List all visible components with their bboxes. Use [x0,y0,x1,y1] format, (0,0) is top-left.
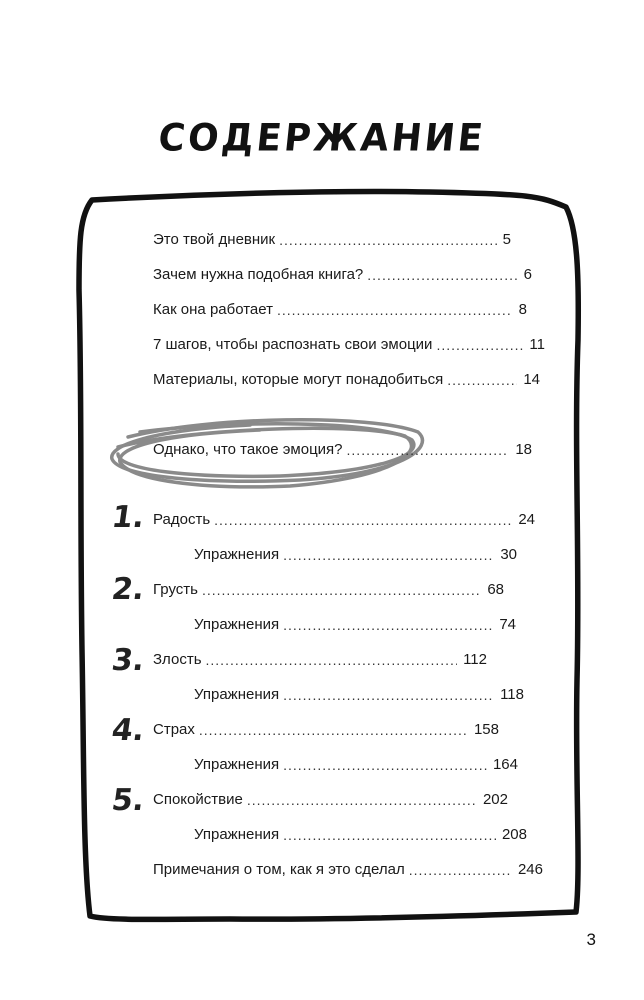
chapter-number: 1. [109,500,147,535]
toc-entry-page: 18 [515,441,532,458]
toc-chapter-page: 202 [482,791,508,808]
page-number: 3 [586,930,596,949]
toc-chapter-label: Радость [153,511,211,528]
toc-exercise-page: 30 [500,546,517,563]
toc-chapter[interactable] [153,649,487,671]
toc-exercise-page: 208 [501,826,527,843]
dot-leader [206,649,458,671]
toc-exercise[interactable] [194,544,517,566]
toc-entry[interactable] [153,334,545,356]
toc-chapter[interactable] [153,509,535,531]
dot-leader [436,334,523,356]
toc-entry-page: 8 [518,301,527,318]
toc-entry-label: Примечания о том, как я это сделал [153,861,405,878]
page-title: СОДЕРЖАНИЕ [156,116,488,161]
dot-leader [283,684,494,706]
toc-exercise-page: 74 [499,616,516,633]
toc-entry-label: Зачем нужна подобная книга? [153,266,364,283]
toc-entry[interactable] [153,369,540,391]
toc-exercise-label: Упражнения [194,616,280,633]
dot-leader [214,509,512,531]
toc-chapter[interactable] [153,719,499,741]
toc-exercise[interactable] [194,754,518,776]
toc-entry-highlighted[interactable] [153,439,532,461]
dot-leader [283,614,493,636]
dot-leader [279,229,497,251]
chapter-number: 3. [109,643,147,678]
toc-chapter-label: Грусть [153,581,198,598]
toc-exercise-label: Упражнения [194,826,280,843]
toc-chapter[interactable] [153,789,508,811]
dot-leader [409,859,512,881]
dot-leader [347,439,510,461]
toc-entry-page: 6 [523,266,532,283]
dot-leader [283,754,487,776]
toc-entry-page: 246 [517,861,543,878]
toc-exercise[interactable] [194,614,516,636]
toc-entry-page: 11 [529,336,545,353]
toc-chapter-label: Злость [153,651,202,668]
toc-entry-label: 7 шагов, чтобы распознать свои эмоции [153,336,433,353]
toc-entry-label: Как она работает [153,301,273,318]
toc-chapter-page: 68 [487,581,504,598]
toc-entry[interactable] [153,229,511,251]
toc-exercise-page: 164 [492,756,518,773]
dot-leader [447,369,517,391]
dot-leader [283,824,496,846]
chapter-number: 5. [109,783,147,818]
toc-chapter[interactable] [153,579,504,601]
dot-leader [367,264,517,286]
dot-leader [202,579,481,601]
toc-entry[interactable] [153,299,527,321]
toc-entry-notes[interactable] [153,859,543,881]
toc-chapter-page: 24 [518,511,535,528]
dot-leader [277,299,513,321]
toc-exercise-label: Упражнения [194,546,280,563]
toc-chapter-page: 158 [473,721,499,738]
toc-chapter-page: 112 [463,651,487,668]
toc-chapter-label: Страх [153,721,195,738]
toc-exercise[interactable] [194,684,524,706]
toc-exercise[interactable] [194,824,527,846]
toc-entry-label: Однако, что такое эмоция? [153,441,343,458]
dot-leader [247,789,477,811]
toc-entry-page: 14 [523,371,540,388]
toc-entry-label: Это твой дневник [153,231,276,248]
toc-chapter-label: Спокойствие [153,791,243,808]
dot-leader [283,544,494,566]
chapter-number: 2. [109,572,147,607]
toc-entry-label: Материалы, которые могут понадобиться [153,371,444,388]
dot-leader [199,719,468,741]
chapter-number: 4. [109,713,147,748]
toc-exercise-label: Упражнения [194,686,280,703]
toc-entry[interactable] [153,264,532,286]
toc-entry-page: 5 [502,231,511,248]
toc-exercise-label: Упражнения [194,756,280,773]
toc-exercise-page: 118 [500,686,524,703]
